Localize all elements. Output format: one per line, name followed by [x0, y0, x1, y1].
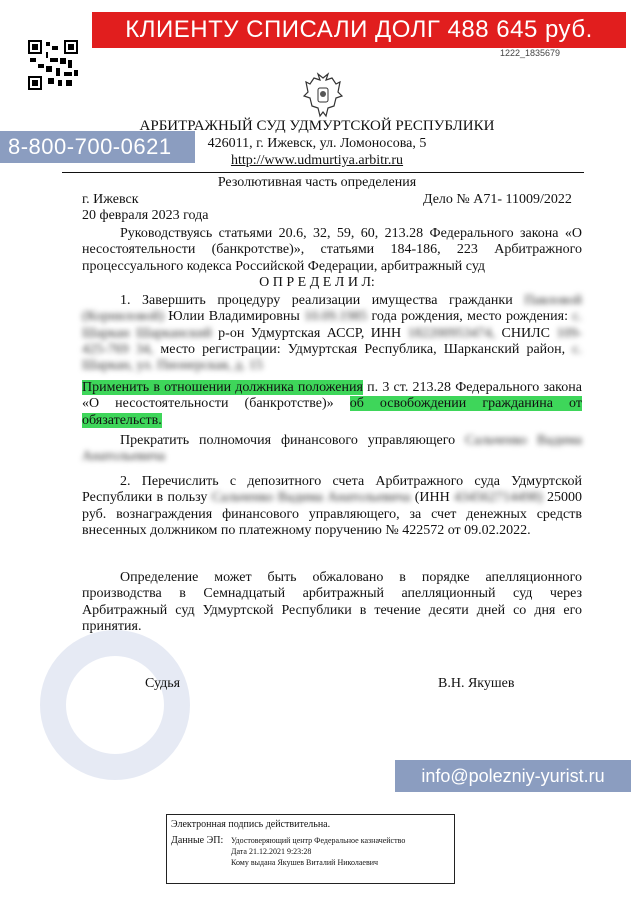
court-address: 426011, г. Ижевск, ул. Ломоносова, 5: [207, 136, 427, 151]
signature-issuer: Удостоверяющий центр Федеральное казначейство: [231, 836, 406, 845]
divider: [62, 172, 584, 173]
p2-blurred-manager: Сальченко Вадима Анатольевича: [211, 490, 411, 506]
judge-label: Судья: [145, 676, 181, 691]
p2-text-b: (ИНН: [414, 490, 450, 506]
p2-text-c: 25000 руб. вознаграждения финансового управляющего, за счет денежных средств внесенных должником по платежному поручению № 422572 от 09.02.2022.: [82, 490, 583, 538]
signature-label: Данные ЭП:: [171, 835, 224, 846]
p1-text-c: года рождения, место рождения:: [371, 309, 568, 325]
judge-name: В.Н. Якушев: [438, 676, 515, 691]
highlight-release: об освобождении гражданина от обязательств.: [82, 396, 582, 428]
doc-title: Резолютивная часть определения: [217, 175, 417, 190]
coat-of-arms-icon: [302, 72, 344, 120]
paragraph-1b: [82, 380, 582, 429]
p1-blurred-place: с. Шаркан Шарканский: [82, 309, 583, 341]
paragraph-1: [82, 293, 582, 374]
signature-holder: Кому выдана Якушев Виталий Николаевич: [231, 858, 379, 867]
signature-valid: Электронная подпись действительна.: [171, 819, 331, 830]
case-number: Дело № А71- 11009/2022: [423, 192, 572, 207]
p1c-blurred-manager: Сальченко Вадима Анатольевича: [82, 433, 583, 465]
p1-text-d: р-он Удмуртская АССР, ИНН: [218, 325, 402, 341]
watermark-circle: [40, 630, 190, 780]
signature-date: Дата 21.12.2021 9:23:28: [231, 847, 312, 856]
date: 20 февраля 2023 года: [82, 208, 209, 223]
p1-text-e: СНИЛС: [501, 325, 550, 341]
intro-paragraph: Руководствуясь статьями 20.6, 32, 59, 60, 213.28 Федерального закона «О несостоятельности (банкротстве)», статьями 184-186, 223 Арбитражного процессуального кодекса Российской Федерации, арбитражный суд: [82, 226, 582, 274]
p1-blurred-address: с. Шаркан, ул. Пионерская, д. 15: [82, 341, 583, 374]
p1b-text-mid: п. 3 ст. 213.28 Федерального закона «О несостоятельности (банкротстве)»: [82, 380, 582, 412]
p1-blurred-inn: 182200953474,: [407, 325, 496, 341]
p1-blurred-snils: 109-425-769 34,: [82, 325, 583, 357]
phone-badge: 8-800-700-0621: [0, 131, 195, 163]
appeal-paragraph: Определение может быть обжаловано в порядке апелляционного производства в Семнадцатый арбитражный апелляционный суд через Арбитражный суд Удмуртской Республики в течение десяти дней со дня его принятия.: [82, 570, 582, 634]
p1c-text: Прекратить полномочия финансового управляющего: [120, 433, 456, 448]
p1-blurred-name: Павловой (Корниловой): [82, 293, 583, 325]
signature-box: [166, 814, 455, 884]
email-badge: info@polezniy-yurist.ru: [395, 760, 631, 792]
court-name: АРБИТРАЖНЫЙ СУД УДМУРТСКОЙ РЕСПУБЛИКИ: [139, 118, 495, 134]
p1-text-a: 1. Завершить процедуру реализации имущества гражданки: [120, 293, 513, 308]
promo-banner: КЛИЕНТУ СПИСАЛИ ДОЛГ 488 645 руб.: [92, 12, 626, 48]
qr-code-icon: [28, 40, 78, 90]
court-url[interactable]: http://www.udmurtiya.arbitr.ru: [230, 153, 404, 168]
p1-text-f: место регистрации: Удмуртская Республика, Шарканский район,: [160, 341, 566, 357]
p2-blurred-inn: 434562714498): [454, 490, 543, 506]
highlight-apply: Применить в отношении должника положения: [82, 380, 363, 395]
opredelil-heading: О П Р Е Д Е Л И Л:: [259, 275, 375, 290]
paragraph-1c: [82, 433, 582, 466]
document-number: 1222_1835679: [500, 48, 561, 58]
p1-text-b: Юлии Владимировны: [168, 309, 300, 325]
p2-text-a: 2. Перечислить с депозитного счета Арбитражного суда Удмуртской Республики в пользу: [82, 474, 582, 506]
city: г. Ижевск: [82, 192, 139, 207]
p1-blurred-dob: 10.09.1985: [304, 309, 368, 325]
paragraph-2: [82, 474, 582, 539]
